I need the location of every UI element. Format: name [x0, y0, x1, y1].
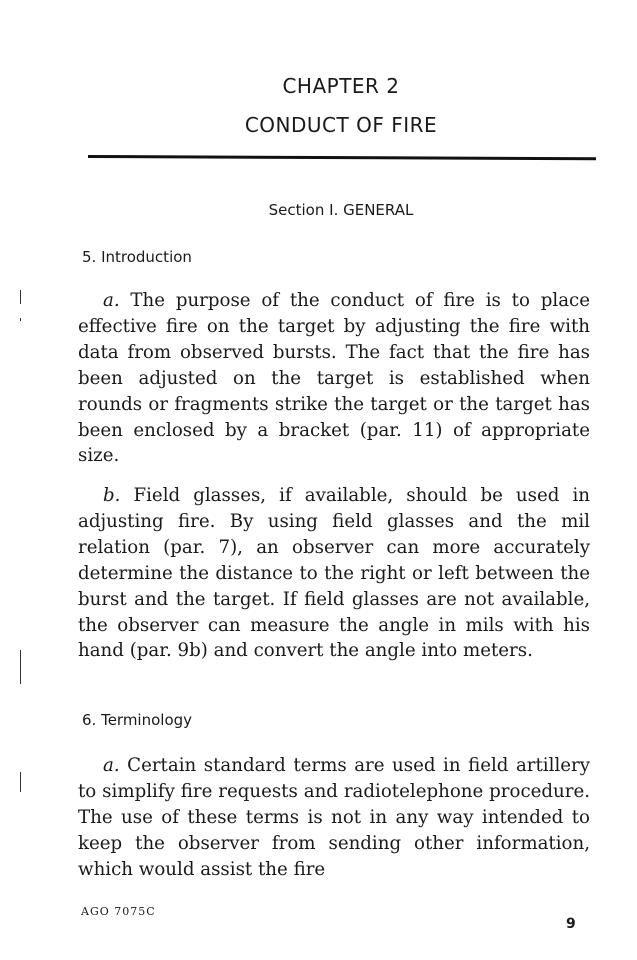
- change-bar: [20, 650, 21, 684]
- change-bar: [20, 318, 21, 321]
- title-rule: [88, 155, 596, 160]
- paragraph-5a: [78, 288, 590, 469]
- chapter-number: CHAPTER 2: [282, 74, 400, 98]
- paragraph-label: a.: [103, 290, 120, 311]
- footer-ago-number: AGO 7075C: [81, 905, 156, 918]
- paragraph-text: Field glasses, if available, should be used in adjusting fire. By using field glasses and the mil relation (par. 7), an observer can more accurately determine the distance to the right or left between the burst and the target. If field glasses are not available, the observer can measure the angle in mils with his hand (par. 9b) and convert the angle into meters.: [78, 485, 590, 662]
- paragraph-text: Certain standard terms are used in field artillery to simplify fire requests and radiotelephone procedure. The use of these terms is not in any way intended to keep the observer from sending other information, which would assist the fire: [78, 755, 590, 880]
- paragraph-6a: [78, 753, 590, 883]
- page-number: 9: [566, 916, 576, 932]
- paragraph-label: b.: [103, 485, 121, 506]
- paragraph-text: The purpose of the conduct of fire is to place effective fire on the target by adjusting the fire with data from observed bursts. The fact that the fire has been adjusted on the target is established when rounds or fragments strike the target or the target has been enclosed by a bracket (par. 11) of appropriate size.: [78, 290, 590, 467]
- section-title: Section I. GENERAL: [268, 201, 414, 219]
- change-bar: [20, 290, 21, 304]
- article-heading-introduction: 5. Introduction: [82, 248, 192, 266]
- change-bar: [20, 772, 21, 792]
- article-heading-terminology: 6. Terminology: [82, 711, 193, 729]
- paragraph-label: a.: [103, 755, 120, 776]
- paragraph-5b: [78, 483, 590, 664]
- chapter-title: CONDUCT OF FIRE: [244, 113, 438, 137]
